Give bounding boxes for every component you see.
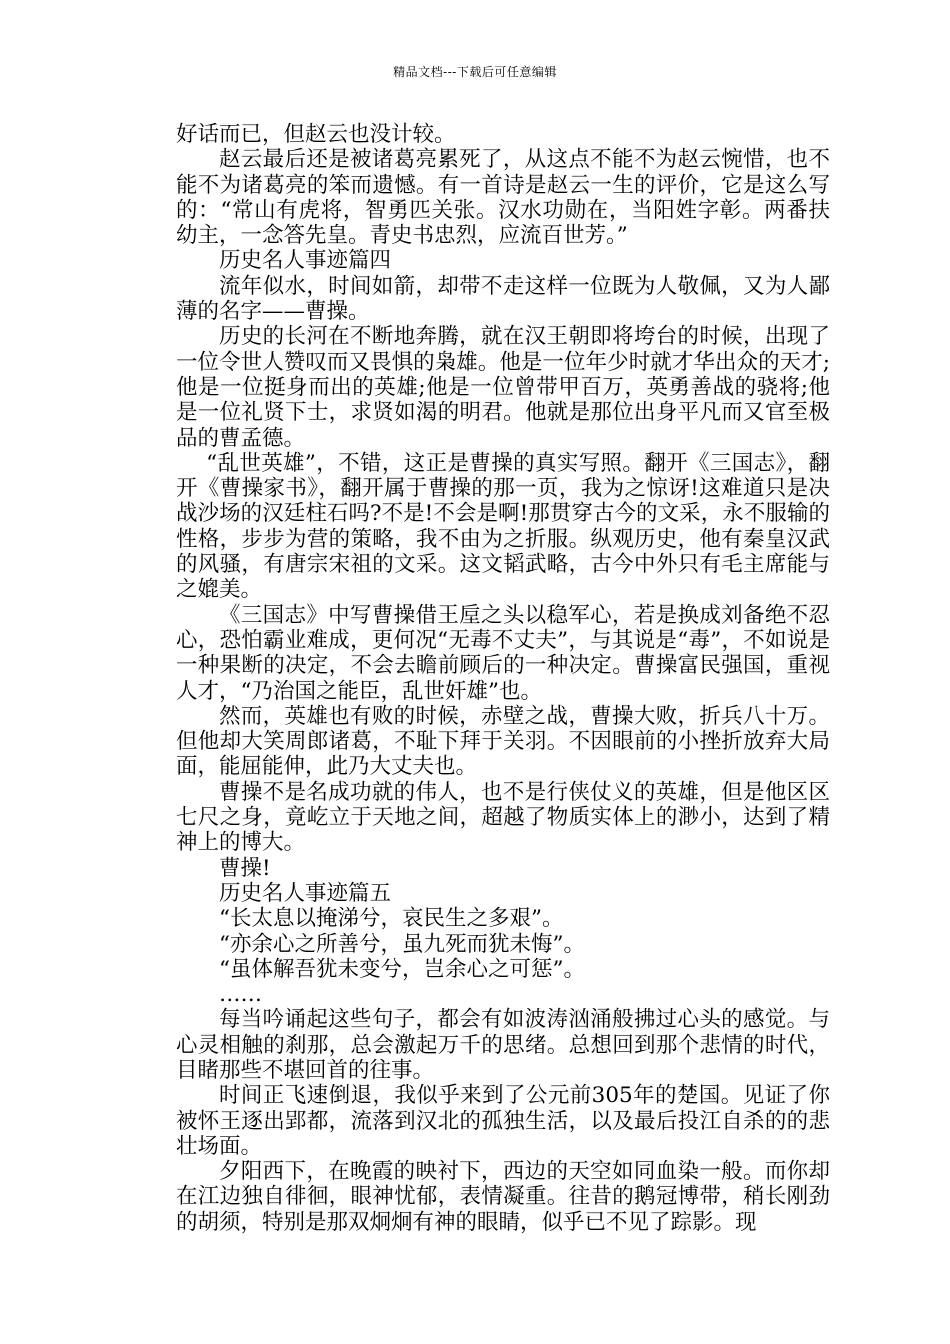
- quote-line: “虽体解吾犹未变兮，岂余心之可惩”。: [219, 956, 585, 982]
- page-header: 精品文档---下载后可任意编辑: [393, 65, 557, 79]
- paragraph: 《三国志》中写曹操借王垕之头以稳军心，若是换成刘备绝不忍心，恐怕霸业难成，更何况“无毒不丈夫”，与其说是“毒”，不如说是一种果断的决定，不会去瞻前顾后的一种决定。曹操富民强国，重视人才，“乃治国之能臣，乱世奸雄”也。: [176, 602, 830, 704]
- paragraph: 然而，英雄也有败的时候，赤壁之战，曹操大败，折兵八十万。但他却大笑周郎诸葛，不耻下拜于关羽。不因眼前的小挫折放弃大局面，能屈能伸，此乃大丈夫也。: [176, 703, 830, 780]
- ellipsis-line: ……: [219, 982, 262, 1008]
- quote-line: “长太息以掩涕兮，哀民生之多艰”。: [219, 906, 564, 932]
- paragraph: “乱世英雄”，不错，这正是曹操的真实写照。翻开《三国志》，翻开《曹操家书》，翻开属于曹操的那一页，我为之惊讶!这难道只是决战沙场的汉廷柱石吗?不是!不会是啊!那贯穿古今的文采，永不服输的性格，步步为营的策略，我不由为之折服。纵观历史，他有秦皇汉武的风骚，有唐宗宋祖的文采。这文韬武略，古今中外只有毛主席能与之媲美。: [176, 450, 830, 603]
- paragraph: 历史的长河在不断地奔腾，就在汉王朝即将垮台的时候，出现了一位令世人赞叹而又畏惧的枭雄。他是一位年少时就才华出众的天才;他是一位挺身而出的英雄;他是一位曾带甲百万，英勇善战的骁将;他是一位礼贤下士，求贤如渴的明君。他就是那位出身平凡而又官至极品的曹孟德。: [176, 324, 830, 451]
- section-heading: 历史名人事迹篇四: [219, 248, 392, 274]
- paragraph: 赵云最后还是被诸葛亮累死了，从这点不能不为赵云惋惜，也不能不为诸葛亮的笨而遗憾。有一首诗是赵云一生的评价，它是这么写的：“常山有虎将，智勇匹关张。汉水功勋在，当阳姓字彰。两番扶幼主，一念答先皇。青史书忠烈，应流百世芳。”: [176, 147, 830, 249]
- paragraph: 曹操不是名成功就的伟人，也不是行侠仗义的英雄，但是他区区七尺之身，竟屹立于天地之间，超越了物质实体上的渺小，达到了精神上的博大。: [176, 779, 830, 856]
- section-heading: 历史名人事迹篇五: [219, 880, 392, 906]
- paragraph: 曹操!: [219, 855, 271, 881]
- paragraph: 每当吟诵起这些句子，都会有如波涛汹涌般拂过心头的感觉。与心灵相触的刹那，总会激起万千的思绪。总想回到那个悲情的时代，目睹那些不堪回首的往事。: [176, 1007, 830, 1083]
- paragraph: 时间正飞速倒退，我似乎来到了公元前305年的楚国。见证了你被怀王逐出郢都，流落到汉北的孤独生活，以及最后投江自杀的的悲壮场面。: [176, 1083, 830, 1159]
- document-body: [176, 122, 830, 1235]
- paragraph: 夕阳西下，在晚霞的映衬下，西边的天空如同血染一般。而你却在江边独自徘徊，眼神忧郁，表情凝重。往昔的鹅冠博带，稍长刚劲的胡须，特别是那双炯炯有神的眼睛，似乎已不见了踪影。现: [176, 1159, 830, 1235]
- paragraph: 流年似水，时间如箭，却带不走这样一位既为人敬佩，又为人鄙薄的名字——曹操。: [176, 273, 830, 325]
- quote-line: “亦余心之所善兮，虽九死而犹未悔”。: [219, 931, 585, 957]
- paragraph: 好话而已，但赵云也没计较。: [176, 122, 456, 147]
